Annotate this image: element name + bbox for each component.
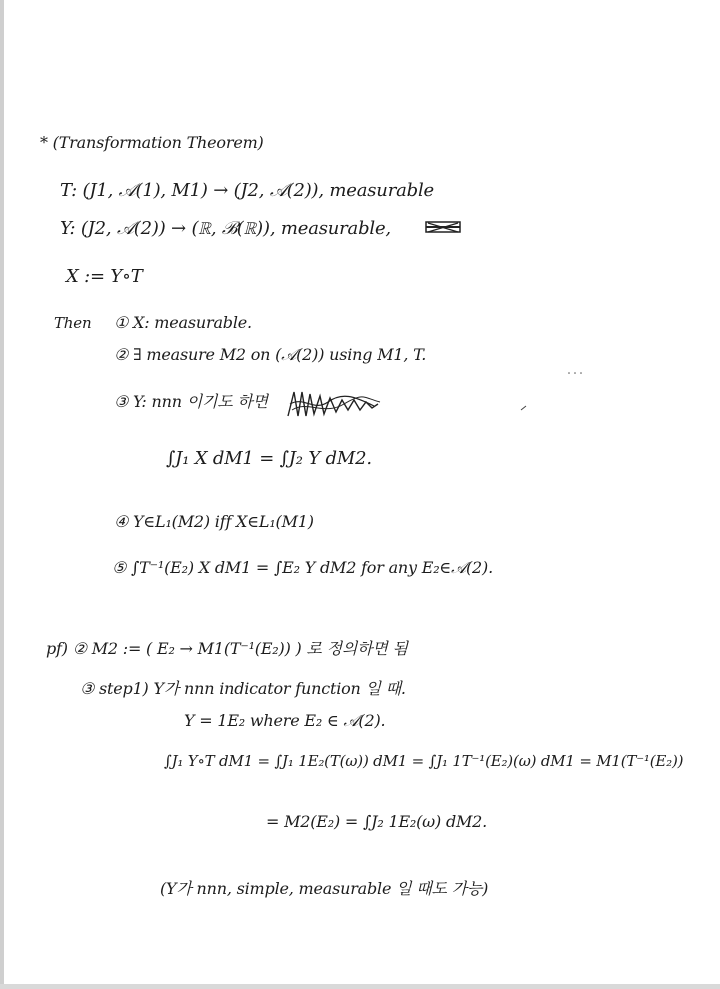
item-4: ④ Y∈L₁(M2) iff X∈L₁(M1) <box>114 512 314 531</box>
item-3-equation: ∫J₁ X dM1 = ∫J₂ Y dM2. <box>166 448 372 469</box>
paper-bottom-edge <box>0 984 720 989</box>
scan-speck <box>520 404 528 412</box>
step-1-definition: Y = 1E₂ where E₂ ∈ 𝒜(2). <box>184 711 386 730</box>
definition-T: T: (J1, 𝒜(1), M1) → (J2, 𝒜(2)), measurable <box>60 180 434 201</box>
equation-line-a: ∫J₁ Y∘T dM1 = ∫J₁ 1E₂(T(ω)) dM1 = ∫J₁ 1T⁻¹(E₂)(ω) dM1 = M1(T⁻¹(E₂)) <box>164 752 684 770</box>
scribbled-out-text <box>284 386 384 422</box>
crossed-out-word <box>424 219 464 235</box>
item-2: ② ∃ measure M2 on (𝒜(2)) using M1, T. <box>114 345 427 364</box>
item-3: ③ Y: nnn 이기도 하면 <box>114 392 268 411</box>
item-1: ① X: measurable. <box>114 313 252 332</box>
equation-line-b: = M2(E₂) = ∫J₂ 1E₂(ω) dM2. <box>266 812 488 831</box>
paper-left-edge <box>0 0 4 989</box>
definition-Y: Y: (J2, 𝒜(2)) → (ℝ, ℬ(ℝ)), measurable, <box>60 218 391 239</box>
definition-X: X := Y∘T <box>66 266 143 287</box>
step-1: ③ step1) Y가 nnn indicator function 일 때. <box>80 679 406 698</box>
heading: * (Transformation Theorem) <box>40 133 264 152</box>
then-label: Then <box>54 314 92 332</box>
item-5: ⑤ ∫T⁻¹(E₂) X dM1 = ∫E₂ Y dM2 for any E₂∈𝒜(2). <box>112 558 493 577</box>
proof-line: pf) ② M2 := ( E₂ → M1(T⁻¹(E₂)) ) 로 정의하면 됨 <box>46 639 408 658</box>
scan-speck <box>566 370 586 376</box>
final-remark: (Y가 nnn, simple, measurable 일 때도 가능) <box>160 879 489 898</box>
